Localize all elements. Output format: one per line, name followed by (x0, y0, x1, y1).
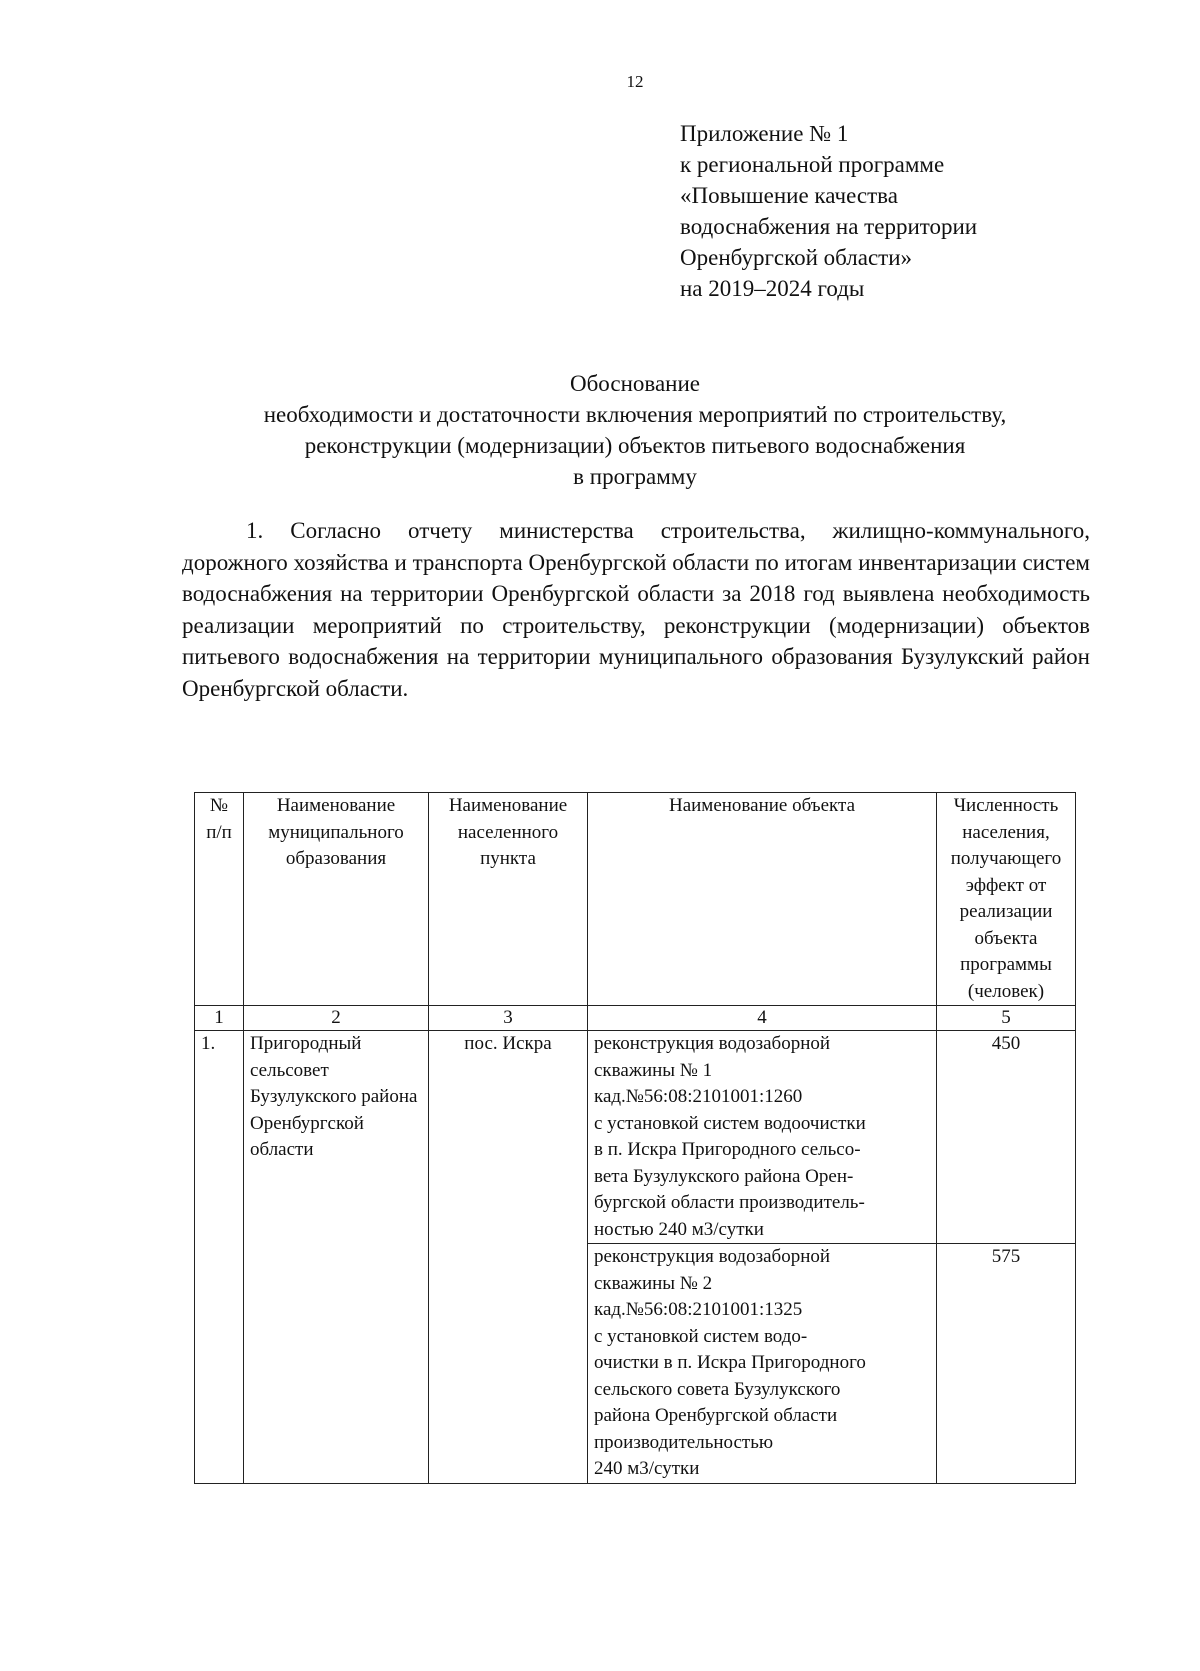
header-cell-municipality: Наименование муниципального образования (244, 793, 429, 1006)
column-number: 5 (937, 1006, 1076, 1031)
body-paragraph: 1. Согласно отчету министерства строительства, жилищно-коммунального, дорожного хозяйства и транспорта Оренбургской области по итогам инвентаризации систем водоснабжения на территории Оренбургской области за 2018 год выявлена необходимость реализации мероприятий по строительству, реконструкции (модернизации) объектов питьевого водоснабжения на территории муниципального образования Бузулукский район Оренбургской области. (182, 518, 1090, 701)
object-line: кад.№56:08:2101001:1325 (594, 1299, 803, 1320)
object-line: скважины № 1 (594, 1059, 713, 1081)
object-line: с установкой систем водоочистки (594, 1112, 866, 1134)
header-cell-object: Наименование объекта (588, 793, 937, 1006)
object-line: вета Бузулукского района Орен- (594, 1165, 854, 1187)
appendix-block (680, 118, 1100, 304)
page-number: 12 (626, 72, 644, 91)
object-line: бургской области производитель- (594, 1192, 865, 1213)
population-cell: 450 (937, 1031, 1076, 1244)
object-line: кад.№56:08:2101001:1260 (594, 1086, 803, 1107)
heading-line: в программу (573, 464, 697, 489)
object-line: района Оренбургской области (594, 1405, 838, 1426)
header-cell-number: № п/п (195, 793, 244, 1006)
column-number: 3 (429, 1006, 588, 1031)
header-cell-population: Численность населения, получающего эффект от реализации объекта программы (человек) (937, 793, 1076, 1006)
row-number: 1. (195, 1031, 244, 1484)
object-cell (588, 1031, 937, 1244)
appendix-line: Оренбургской области» (680, 245, 913, 270)
appendix-line: «Повышение качества (680, 183, 898, 208)
object-line: реконструкция водозаборной (594, 1033, 831, 1054)
heading-title: Обоснование (570, 371, 700, 396)
object-line: очистки в п. Искра Пригородного (594, 1352, 866, 1373)
object-line: ностью 240 м3/сутки (594, 1218, 764, 1240)
object-line: в п. Искра Пригородного сельсо- (594, 1139, 861, 1160)
measures-table (194, 792, 1076, 1484)
object-line: производительностью (594, 1431, 774, 1453)
appendix-line: Приложение № 1 (680, 121, 849, 146)
population-cell: 575 (937, 1244, 1076, 1484)
appendix-line: водоснабжения на территории (680, 214, 978, 239)
settlement-cell: пос. Искра (429, 1031, 588, 1484)
object-line: скважины № 2 (594, 1272, 713, 1294)
object-line: сельского совета Бузулукского (594, 1378, 841, 1400)
object-line: с установкой систем водо- (594, 1325, 808, 1347)
column-number: 1 (195, 1006, 244, 1031)
appendix-line: на 2019–2024 годы (680, 276, 865, 301)
column-number: 4 (588, 1006, 937, 1031)
table-header-row (195, 793, 1076, 1006)
column-number: 2 (244, 1006, 429, 1031)
appendix-line: к региональной программе (680, 152, 945, 177)
heading-line: необходимости и достаточности включения мероприятий по строительству, (263, 402, 1007, 427)
object-line: реконструкция водозаборной (594, 1246, 831, 1267)
object-line: 240 м3/сутки (594, 1458, 700, 1479)
table-row (195, 1031, 1076, 1244)
heading-line: реконструкции (модернизации) объектов питьевого водоснабжения (304, 433, 966, 458)
object-cell (588, 1244, 937, 1484)
municipality-cell: Пригородный сельсовет Бузулукского района Оренбургской области (244, 1031, 429, 1484)
header-cell-settlement: Наименование населенного пункта (429, 793, 588, 1006)
column-number-row (195, 1006, 1076, 1031)
document-heading (170, 368, 1100, 492)
